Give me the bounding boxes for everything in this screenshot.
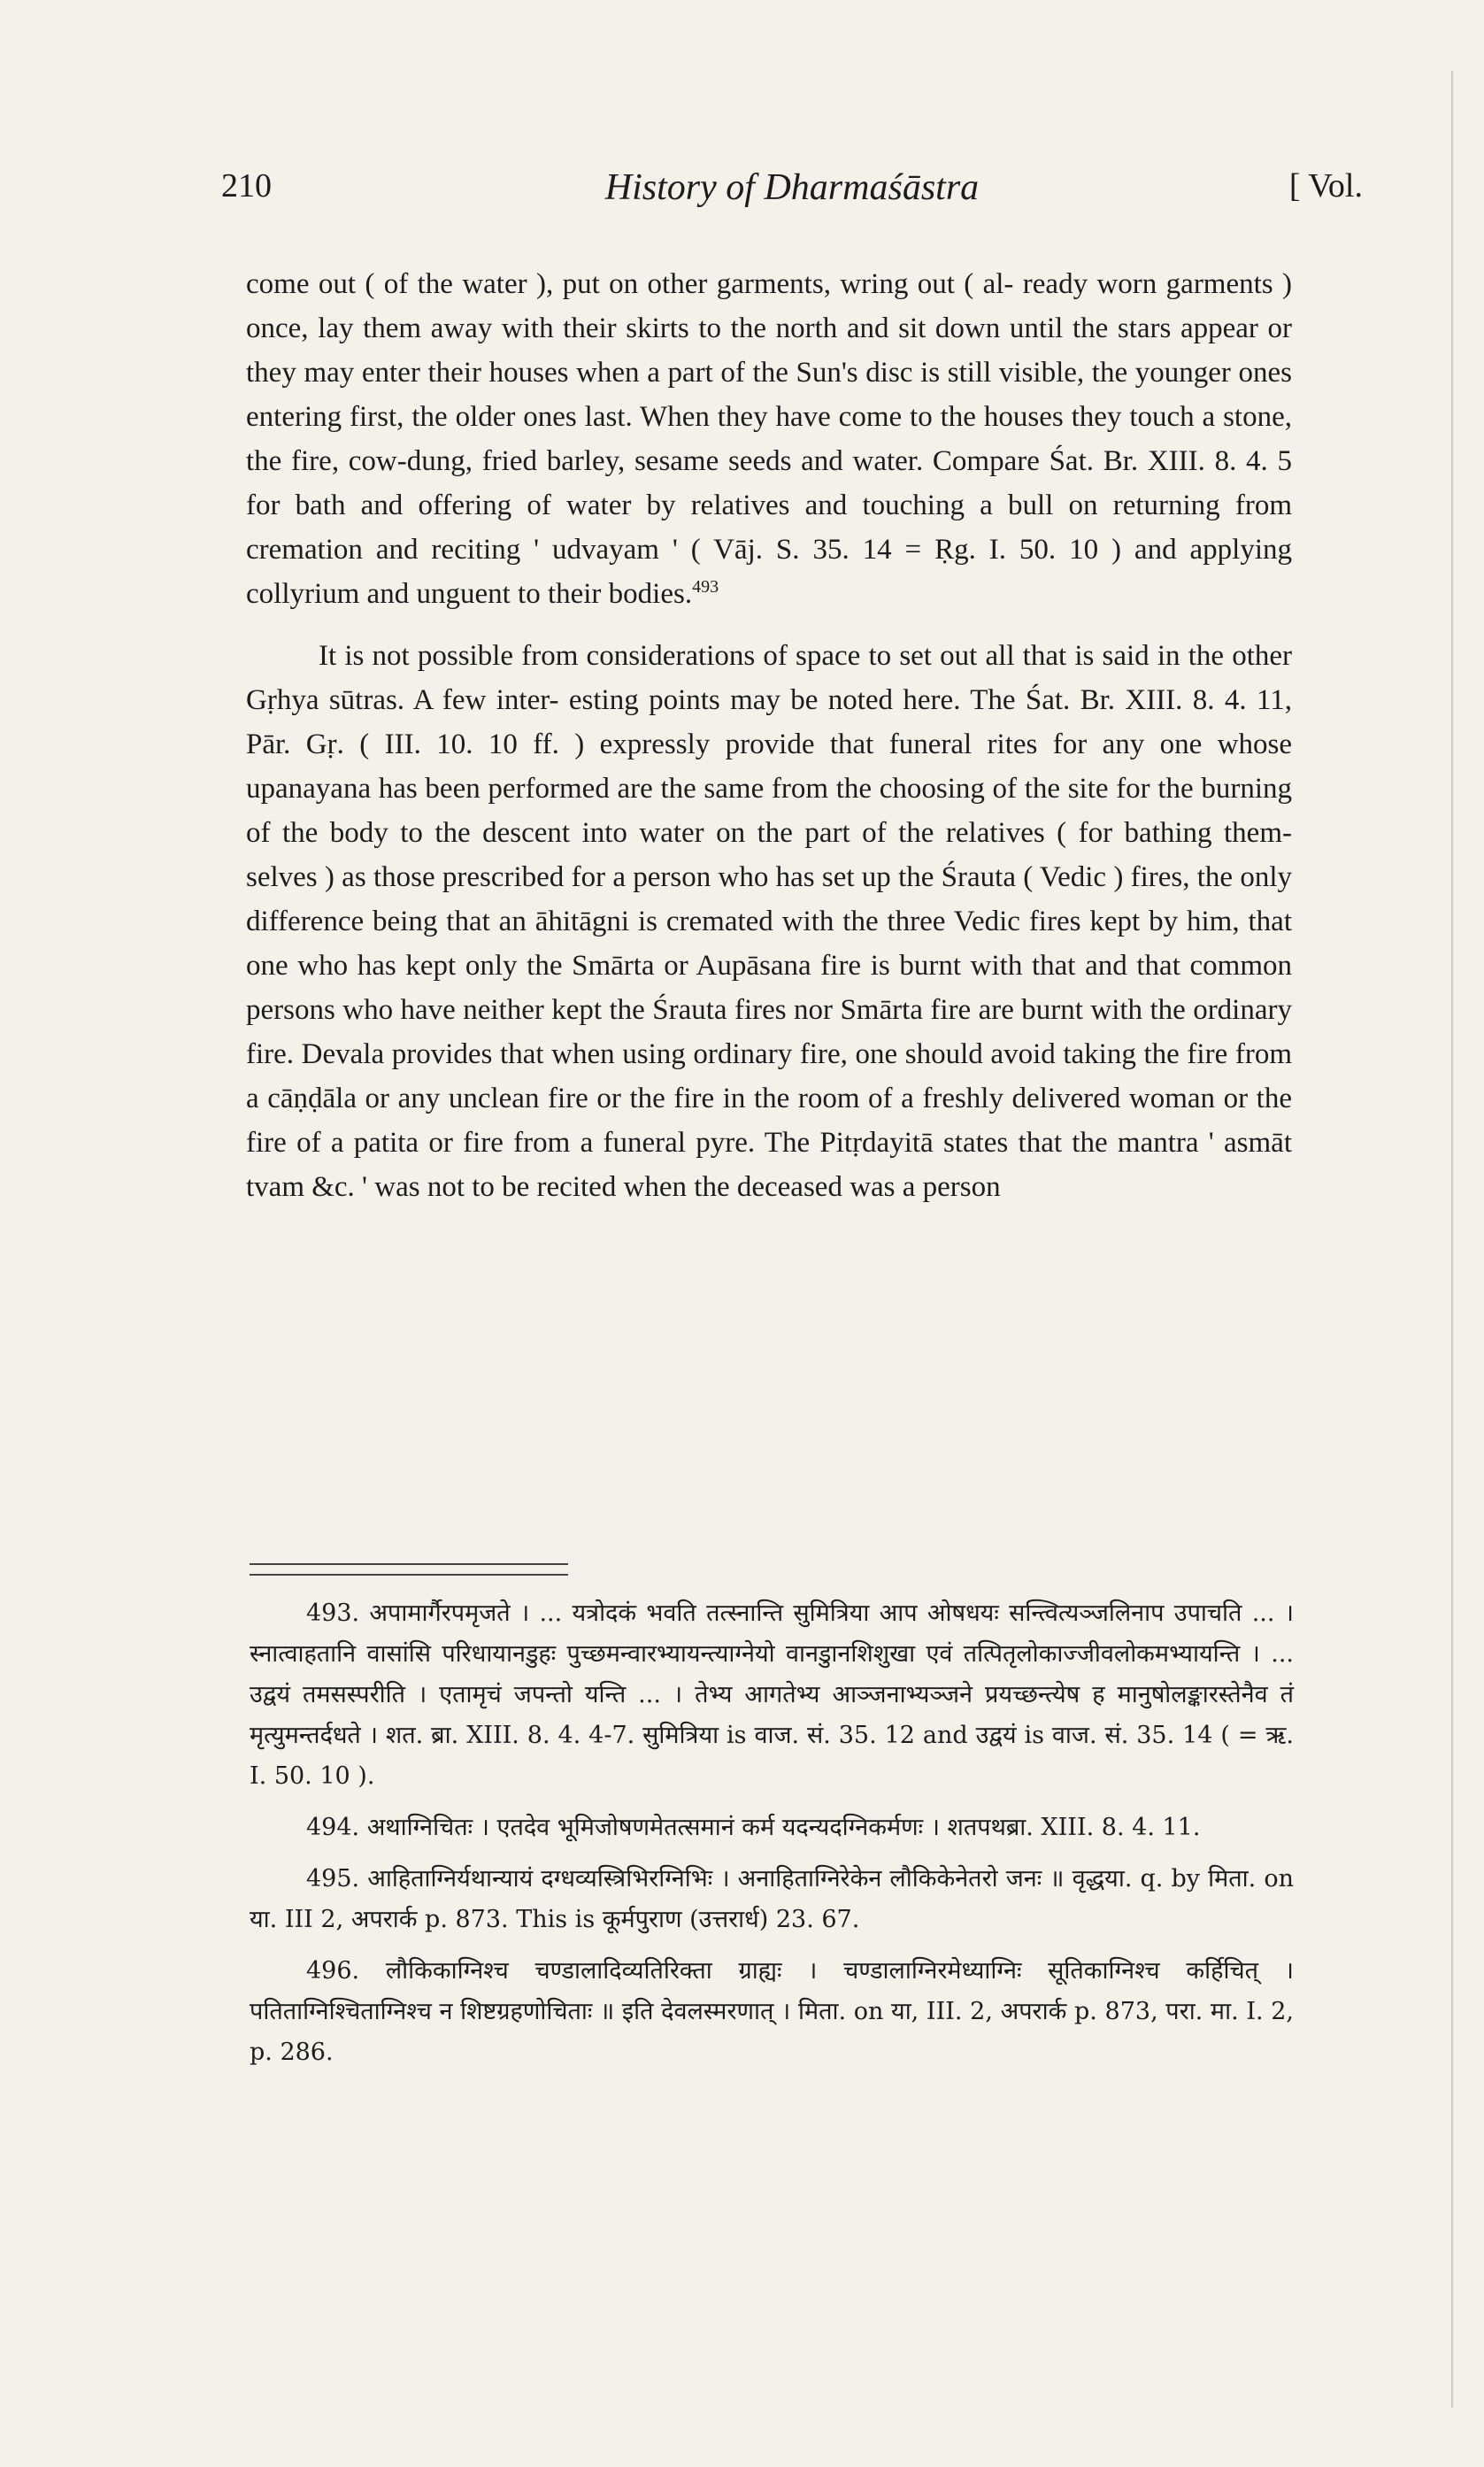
page-edge-line: [1451, 71, 1453, 2408]
paragraph: It is not possible from considerations of space to set out all that is said in the other Gṛhya sūtras. A few inter- esting points may be noted here. The Śat. Br. XIII. 8. 4. 11, Pār. Gṛ. ( III. 10. 10 ff. ) expressly provide that funeral rites for any one whose upanayana has been performed are the same from the choosing of the site for the burning of the body to the descent into water on the part of the relatives ( for bathing them- selves ) as those prescribed for a person who has set up the Śrauta ( Vedic ) fires, the only difference being that an āhitāgni is cremated with the three Vedic fires kept by him, that one who has kept only the Smārta or Aupāsana fire is burnt with that and that common persons who have neither kept the Śrauta fires nor Smārta fire are burnt with the ordinary fire. Devala provides that when using ordinary fire, one should avoid taking the fire from a cāṇḍāla or any unclean fire or the fire in the room of a freshly delivered woman or the fire of a patita or fire from a funeral pyre. The Pitṛdayitā states that the mantra ' asmāt tvam &c. ' was not to be recited when the deceased was a person: [246, 640, 1292, 1203]
footnotes: [250, 1593, 1294, 2084]
running-header: [221, 159, 1363, 221]
footnote: 496. लौकिकाग्निश्च चण्डालादिव्यतिरिक्ता ग्राह्यः । चण्डालाग्निरमेध्याग्निः सूतिकाग्निश्च कर्हिचित् । पतिताग्निश्चिताग्निश्च न शिष्टग्रहणोचिताः ॥ इति देवलस्मरणात् । मिता. on या, III. 2, अपरार्क p. 873, परा. मा. I. 2, p. 286.: [250, 1957, 1294, 2066]
footnote: 493. अपामार्गैरपमृजते । ... यत्रोदकं भवति तत्स्नान्ति सुमित्रिया आप ओषधयः सन्त्वित्यञ्जलिनाप उपाचति ... । स्नात्वाहतानि वासांसि परिधायानडुहः पुच्छमन्वारभ्यायन्त्याग्नेयो वानडुानशिशुखा एवं तत्पितृलोकाज्जीवलोकमभ्यायन्ति । ... उद्वयं तमसस्परीति । एतामृचं जपन्तो यन्ति ... । तेभ्य आगतेभ्य आञ्जनाभ्यञ्जने प्रयच्छन्त्येष ह मानुषोलङ्कारस्तेनैव तं मृत्युमन्तर्दधते । शत. ब्रा. XIII. 8. 4. 4-7. सुमित्रिया is वाज. सं. 35. 12 and उद्वयं is वाज. सं. 35. 14 ( = ऋ. I. 50. 10 ).: [250, 1600, 1294, 1790]
footnote: 494. अथाग्निचितः । एतदेव भूमिजोषणमेतत्समानं कर्म यदन्यदग्निकर्मणः । शतपथब्रा. XIII. 8. 4. 11.: [306, 1814, 1201, 1841]
footnote: 495. आहिताग्निर्यथान्यायं दग्धव्यस्त्रिभिरग्निभिः । अनाहिताग्निरेकेन लौकिकेनेतरो जनः ॥ वृद्धया. q. by मिता. on या. III 2, अपरार्क p. 873. This is कूर्मपुराण (उत्तरार्ध) 23. 67.: [250, 1865, 1294, 1933]
footnote-ref: 493: [692, 577, 719, 597]
main-text: [246, 262, 1292, 1227]
volume-label: [ Vol.: [1288, 167, 1363, 204]
running-title: History of Dharmaśāstra: [604, 167, 980, 208]
page-number: 210: [221, 167, 272, 204]
paragraph: come out ( of the water ), put on other garments, wring out ( al- ready worn garments ) once, lay them away with their skirts to the north and sit down until the stars appear or they may enter their houses when a part of the Sun's disc is still visible, the younger ones entering first, the older ones last. When they have come to the houses they touch a stone, the fire, cow-dung, fried barley, sesame seeds and water. Compare Śat. Br. XIII. 8. 4. 5 for bath and offering of water by relatives and touching a bull on returning from cremation and reciting ' udvayam ' ( Vāj. S. 35. 14 = Ṛg. I. 50. 10 ) and applying collyrium and unguent to their bodies.$^{493}$: [246, 268, 1292, 610]
footnote-separator: [250, 1563, 568, 1576]
